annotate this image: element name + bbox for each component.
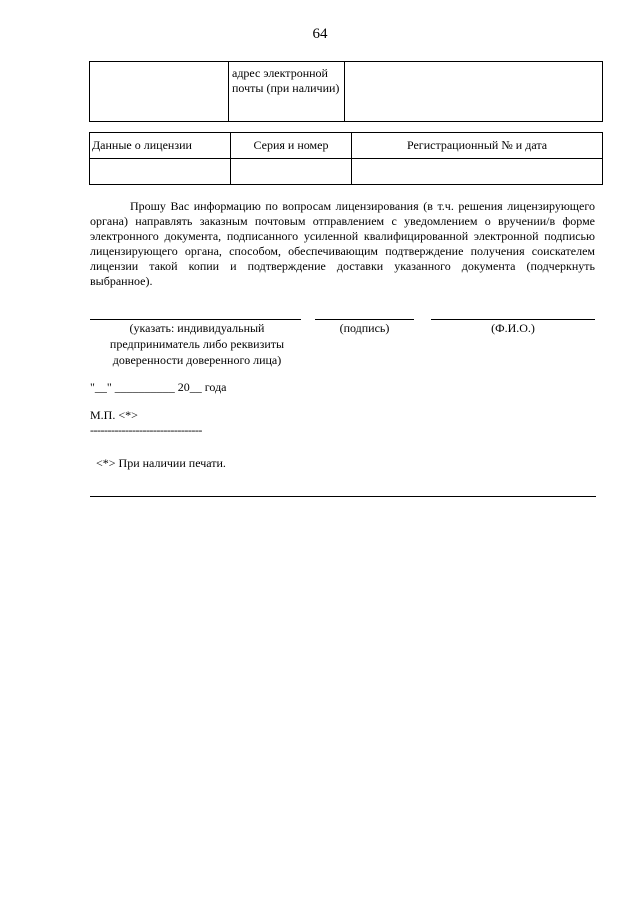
signature-caption: (подпись) xyxy=(339,321,390,335)
registration-cell[interactable] xyxy=(352,159,603,185)
table-row xyxy=(90,159,603,185)
license-table xyxy=(89,132,603,185)
license-data-cell[interactable] xyxy=(90,159,231,185)
date-line: "__" __________ 20__ года xyxy=(90,380,227,394)
bottom-rule xyxy=(90,496,596,497)
entity-caption: (указать: индивидуальный предприниматель либо реквизиты доверенности доверенного лица) xyxy=(109,321,285,367)
table-cell-empty xyxy=(90,62,229,122)
table-row xyxy=(90,62,603,122)
email-value-cell[interactable] xyxy=(345,62,603,122)
table-header-row xyxy=(90,133,603,159)
contacts-table xyxy=(89,61,603,122)
series-number-header: Серия и номер xyxy=(231,133,352,159)
email-label: адрес электронной почты (при наличии) xyxy=(229,62,345,122)
license-data-header: Данные о лицензии xyxy=(90,133,231,159)
registration-header: Регистрационный № и дата xyxy=(352,133,603,159)
page-number: 64 xyxy=(312,26,328,42)
separator: -------------------------------- xyxy=(90,423,202,437)
name-caption: (Ф.И.О.) xyxy=(491,321,535,335)
stamp-label: М.П. <*> xyxy=(90,408,138,422)
series-number-cell[interactable] xyxy=(231,159,352,185)
request-paragraph: Прошу Вас информацию по вопросам лицензирования (в т.ч. решения лицензирующего органа) направлять заказным почтовым отправлением с уведомлением о вручении/в форме электронного документа, подписанного усиленной квалифицированной электронной подписью лицензирующего органа, способом, обеспечивающим подтверждение получения соискателем лицензии такой копии и подтверждение доставки указанного документа (подчеркнуть выбранное). xyxy=(90,199,595,288)
footnote: <*> При наличии печати. xyxy=(96,456,226,470)
